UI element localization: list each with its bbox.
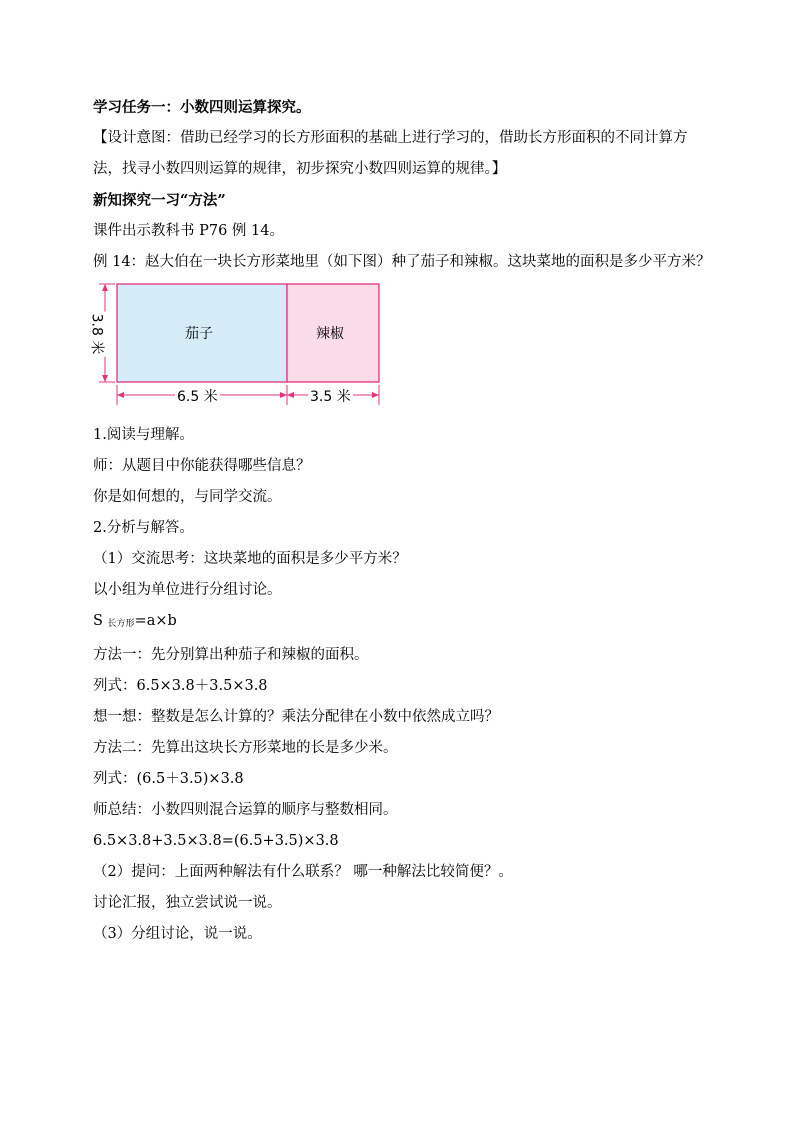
equality-expression: 6.5×3.8+3.5×3.8=(6.5+3.5)×3.8 xyxy=(93,833,339,849)
task-heading: 学习任务一：小数四则运算探究。 xyxy=(93,99,311,116)
think-discuss: 你是如何想的，与同学交流。 xyxy=(93,489,282,505)
eggplant-label: 茄子 xyxy=(185,326,213,342)
question-two: （2）提问：上面两种解法有什么联系？ 哪一种解法比较简便？。 xyxy=(93,864,513,880)
report-discussion: 讨论汇报，独立尝试说一说。 xyxy=(93,895,282,911)
textbook-reference: 课件出示教科书 P76 例 14。 xyxy=(93,223,284,239)
method-one: 方法一：先分别算出种茄子和辣椒的面积。 xyxy=(93,647,369,663)
teacher-question: 师：从题目中你能获得哪些信息？ xyxy=(93,458,311,474)
example-problem: 例 14：赵大伯在一块长方形菜地里（如下图）种了茄子和辣椒。这块菜地的面积是多少平方米？ xyxy=(93,254,711,270)
group-discussion: 以小组为单位进行分组讨论。 xyxy=(93,582,282,598)
question-three: （3）分组讨论，说一说。 xyxy=(93,926,262,942)
step-reading: 1.阅读与理解。 xyxy=(93,427,194,443)
area-formula: S 长方形=a×b xyxy=(93,613,177,629)
garden-diagram xyxy=(88,282,393,412)
document-body xyxy=(88,92,713,950)
method-one-expression: 列式：6.5×3.8＋3.5×3.8 xyxy=(93,678,268,694)
method-two-expression: 列式：(6.5＋3.5)×3.8 xyxy=(93,771,244,787)
think-prompt: 想一想：整数是怎么计算的？乘法分配律在小数中依然成立吗？ xyxy=(93,709,499,725)
design-intent: 【设计意图：借助已经学习的长方形面积的基础上进行学习的，借助长方形面积的不同计算方法，找寻小数四则运算的规律，初步探究小数四则运算的规律。】 xyxy=(93,130,688,177)
section-heading: 新知探究一习“方法” xyxy=(93,192,226,209)
method-two: 方法二：先算出这块长方形菜地的长是多少米。 xyxy=(93,740,398,756)
teacher-summary: 师总结：小数四则混合运算的顺序与整数相同。 xyxy=(93,802,398,818)
pepper-label: 辣椒 xyxy=(316,326,344,342)
step-analysis: 2.分析与解答。 xyxy=(93,520,194,536)
width-eggplant-label: 6.5 米 xyxy=(175,386,220,406)
height-label: 3.8 米 xyxy=(87,312,107,357)
width-pepper-label: 3.5 米 xyxy=(308,386,353,406)
exchange-thinking: （1）交流思考：这块菜地的面积是多少平方米？ xyxy=(93,551,407,567)
